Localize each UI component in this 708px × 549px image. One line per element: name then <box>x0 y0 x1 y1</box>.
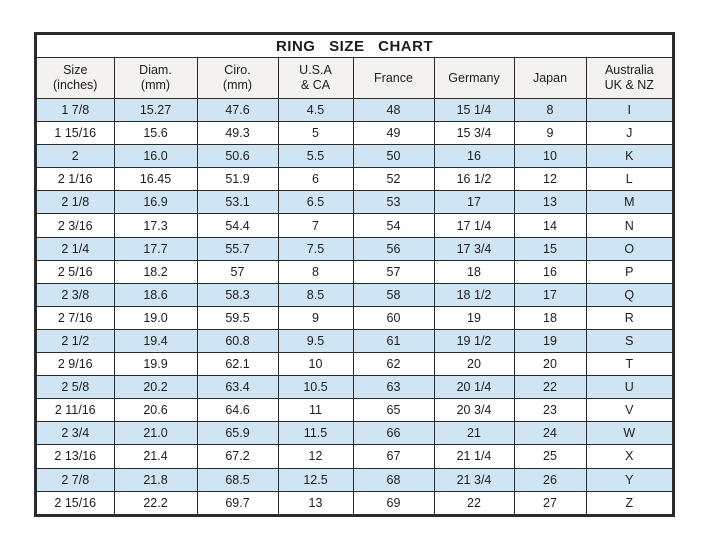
table-row <box>36 145 673 168</box>
table-cell: K <box>586 145 673 168</box>
table-cell: 9.5 <box>278 329 353 352</box>
table-cell: 60.8 <box>197 329 278 352</box>
table-cell: 19.9 <box>114 353 197 376</box>
table-cell: 17 3/4 <box>434 237 514 260</box>
table-cell: 6 <box>278 168 353 191</box>
table-cell: 11 <box>278 399 353 422</box>
table-cell: 62.1 <box>197 353 278 376</box>
table-cell: 20 <box>434 353 514 376</box>
table-cell: 55.7 <box>197 237 278 260</box>
table-cell: 65 <box>353 399 434 422</box>
header-row <box>36 58 673 99</box>
table-cell: 2 3/16 <box>36 214 114 237</box>
table-cell: S <box>586 329 673 352</box>
table-cell: 15 3/4 <box>434 122 514 145</box>
table-cell: 20.2 <box>114 376 197 399</box>
table-row <box>36 214 673 237</box>
table-cell: 64.6 <box>197 399 278 422</box>
table-row <box>36 422 673 445</box>
table-cell: 24 <box>514 422 586 445</box>
table-cell: 12 <box>514 168 586 191</box>
table-cell: 19 <box>514 329 586 352</box>
chart-title: RING SIZE CHART <box>36 34 673 58</box>
table-cell: 2 13/16 <box>36 445 114 468</box>
table-cell: 20 3/4 <box>434 399 514 422</box>
column-header-u-s-a-ca: U.S.A & CA <box>278 58 353 99</box>
table-cell: 8.5 <box>278 283 353 306</box>
table-cell: 61 <box>353 329 434 352</box>
table-cell: 20 <box>514 353 586 376</box>
column-header-france: France <box>353 58 434 99</box>
table-cell: 17 <box>514 283 586 306</box>
table-cell: 16.9 <box>114 191 197 214</box>
table-cell: 47.6 <box>197 99 278 122</box>
table-cell: 2 1/16 <box>36 168 114 191</box>
table-cell: 10 <box>278 353 353 376</box>
table-cell: Z <box>586 491 673 515</box>
table-cell: 2 5/16 <box>36 260 114 283</box>
table-cell: 53.1 <box>197 191 278 214</box>
column-header-ciro-mm: Ciro. (mm) <box>197 58 278 99</box>
title-row <box>36 34 673 58</box>
table-cell: 48 <box>353 99 434 122</box>
table-cell: 18.6 <box>114 283 197 306</box>
table-cell: 69.7 <box>197 491 278 515</box>
table-row <box>36 376 673 399</box>
table-cell: 59.5 <box>197 306 278 329</box>
table-cell: 8 <box>514 99 586 122</box>
table-cell: 1 15/16 <box>36 122 114 145</box>
table-cell: 69 <box>353 491 434 515</box>
table-cell: 2 11/16 <box>36 399 114 422</box>
table-cell: 50 <box>353 145 434 168</box>
table-cell: Q <box>586 283 673 306</box>
table-cell: 20.6 <box>114 399 197 422</box>
table-cell: 18 <box>434 260 514 283</box>
table-cell: Y <box>586 468 673 491</box>
column-header-japan: Japan <box>514 58 586 99</box>
table-cell: 2 1/2 <box>36 329 114 352</box>
table-row <box>36 237 673 260</box>
table-cell: 11.5 <box>278 422 353 445</box>
table-cell: 19.0 <box>114 306 197 329</box>
table-cell: T <box>586 353 673 376</box>
table-cell: 2 <box>36 145 114 168</box>
table-cell: 17 1/4 <box>434 214 514 237</box>
table-cell: 27 <box>514 491 586 515</box>
table-cell: 2 1/4 <box>36 237 114 260</box>
table-cell: 19.4 <box>114 329 197 352</box>
table-cell: 23 <box>514 399 586 422</box>
table-cell: O <box>586 237 673 260</box>
table-cell: 56 <box>353 237 434 260</box>
table-cell: 15 <box>514 237 586 260</box>
table-cell: 9 <box>514 122 586 145</box>
table-row <box>36 468 673 491</box>
table-cell: J <box>586 122 673 145</box>
table-cell: 20 1/4 <box>434 376 514 399</box>
table-cell: 16 1/2 <box>434 168 514 191</box>
table-cell: 7 <box>278 214 353 237</box>
table-cell: 17 <box>434 191 514 214</box>
table-cell: 63.4 <box>197 376 278 399</box>
table-cell: 58.3 <box>197 283 278 306</box>
table-cell: 2 15/16 <box>36 491 114 515</box>
table-cell: 22 <box>514 376 586 399</box>
table-cell: 2 7/16 <box>36 306 114 329</box>
table-row <box>36 491 673 515</box>
table-cell: N <box>586 214 673 237</box>
table-cell: 68.5 <box>197 468 278 491</box>
table-cell: 21 1/4 <box>434 445 514 468</box>
table-cell: V <box>586 399 673 422</box>
table-cell: L <box>586 168 673 191</box>
table-row <box>36 399 673 422</box>
table-row <box>36 99 673 122</box>
table-cell: 65.9 <box>197 422 278 445</box>
table-cell: 57 <box>197 260 278 283</box>
table-cell: 16.45 <box>114 168 197 191</box>
table-cell: R <box>586 306 673 329</box>
table-cell: 7.5 <box>278 237 353 260</box>
table-cell: 21.0 <box>114 422 197 445</box>
table-row <box>36 191 673 214</box>
table-cell: 15.27 <box>114 99 197 122</box>
table-cell: 13 <box>278 491 353 515</box>
table-cell: 54.4 <box>197 214 278 237</box>
table-cell: 15.6 <box>114 122 197 145</box>
table-cell: W <box>586 422 673 445</box>
table-cell: 2 7/8 <box>36 468 114 491</box>
table-cell: P <box>586 260 673 283</box>
table-cell: 10 <box>514 145 586 168</box>
table-row <box>36 306 673 329</box>
column-header-germany: Germany <box>434 58 514 99</box>
table-cell: 21.8 <box>114 468 197 491</box>
table-cell: 49.3 <box>197 122 278 145</box>
table-row <box>36 445 673 468</box>
table-cell: 22.2 <box>114 491 197 515</box>
table-cell: 25 <box>514 445 586 468</box>
table-cell: 57 <box>353 260 434 283</box>
table-cell: 52 <box>353 168 434 191</box>
table-cell: 9 <box>278 306 353 329</box>
table-cell: 10.5 <box>278 376 353 399</box>
table-cell: 49 <box>353 122 434 145</box>
column-header-size-inches: Size (inches) <box>36 58 114 99</box>
table-cell: 18.2 <box>114 260 197 283</box>
table-cell: 17.7 <box>114 237 197 260</box>
table-row <box>36 122 673 145</box>
table-cell: 63 <box>353 376 434 399</box>
table-cell: 54 <box>353 214 434 237</box>
table-cell: 60 <box>353 306 434 329</box>
table-cell: 2 5/8 <box>36 376 114 399</box>
ring-size-chart-table <box>35 33 674 516</box>
table-cell: 16 <box>434 145 514 168</box>
table-cell: 12.5 <box>278 468 353 491</box>
column-header-australia-uk-nz: Australia UK & NZ <box>586 58 673 99</box>
table-cell: 21 <box>434 422 514 445</box>
table-cell: 18 <box>514 306 586 329</box>
table-row <box>36 329 673 352</box>
table-cell: 68 <box>353 468 434 491</box>
table-cell: 1 7/8 <box>36 99 114 122</box>
table-cell: 21.4 <box>114 445 197 468</box>
table-cell: 22 <box>434 491 514 515</box>
column-header-diam-mm: Diam. (mm) <box>114 58 197 99</box>
table-cell: I <box>586 99 673 122</box>
table-cell: 6.5 <box>278 191 353 214</box>
table-cell: 50.6 <box>197 145 278 168</box>
table-cell: X <box>586 445 673 468</box>
table-cell: 16.0 <box>114 145 197 168</box>
table-cell: 14 <box>514 214 586 237</box>
table-cell: 53 <box>353 191 434 214</box>
table-cell: 19 1/2 <box>434 329 514 352</box>
table-cell: 21 3/4 <box>434 468 514 491</box>
table-row <box>36 260 673 283</box>
table-cell: 18 1/2 <box>434 283 514 306</box>
table-cell: 15 1/4 <box>434 99 514 122</box>
table-cell: 4.5 <box>278 99 353 122</box>
table-cell: 67 <box>353 445 434 468</box>
table-cell: U <box>586 376 673 399</box>
table-cell: 5.5 <box>278 145 353 168</box>
table-cell: 2 3/4 <box>36 422 114 445</box>
table-cell: 19 <box>434 306 514 329</box>
table-cell: 2 3/8 <box>36 283 114 306</box>
table-cell: 26 <box>514 468 586 491</box>
table-cell: M <box>586 191 673 214</box>
table-cell: 5 <box>278 122 353 145</box>
table-cell: 2 1/8 <box>36 191 114 214</box>
table-cell: 62 <box>353 353 434 376</box>
table-cell: 67.2 <box>197 445 278 468</box>
table-row <box>36 283 673 306</box>
table-cell: 16 <box>514 260 586 283</box>
table-cell: 8 <box>278 260 353 283</box>
table-cell: 2 9/16 <box>36 353 114 376</box>
table-row <box>36 168 673 191</box>
table-cell: 58 <box>353 283 434 306</box>
table-cell: 13 <box>514 191 586 214</box>
table-cell: 66 <box>353 422 434 445</box>
table-cell: 17.3 <box>114 214 197 237</box>
table-row <box>36 353 673 376</box>
table-cell: 12 <box>278 445 353 468</box>
table-cell: 51.9 <box>197 168 278 191</box>
